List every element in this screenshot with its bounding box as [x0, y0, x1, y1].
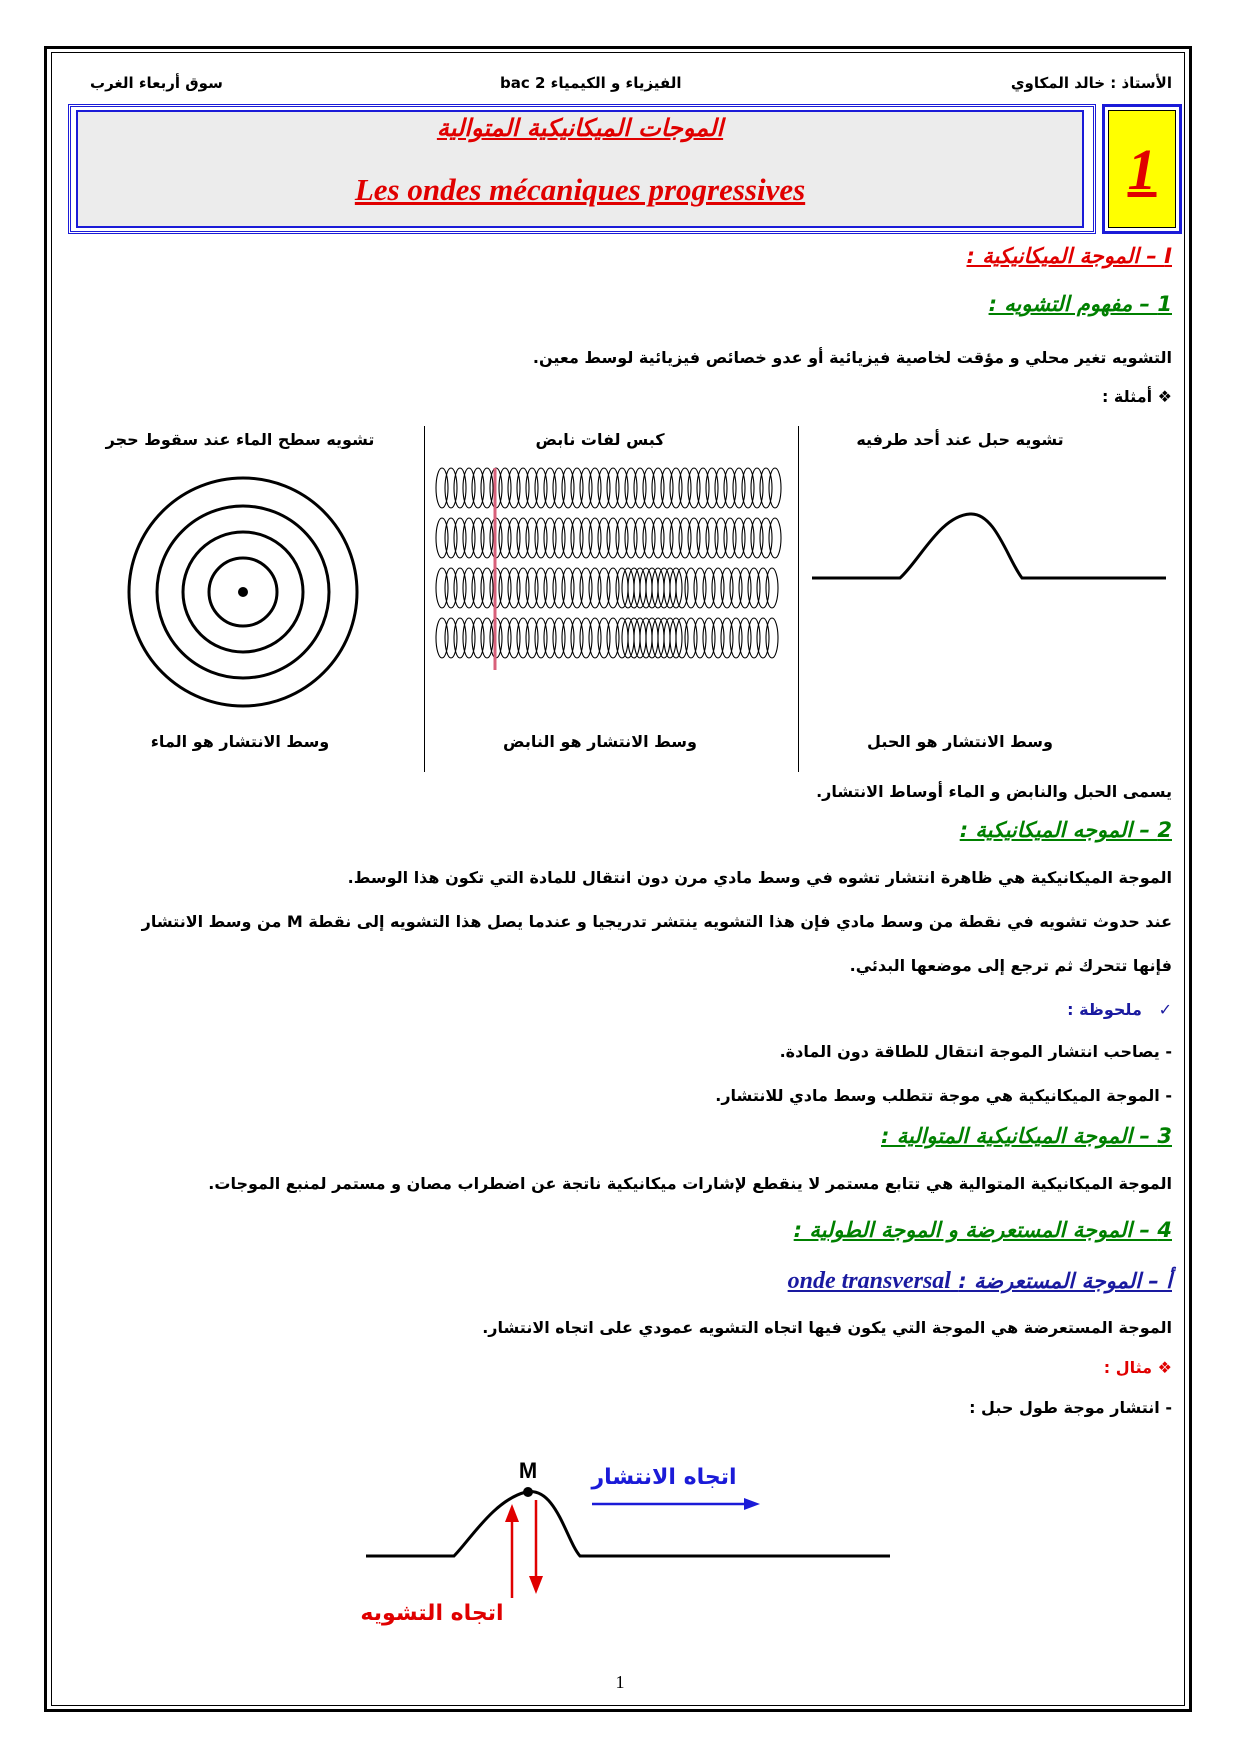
- examples-label: أمثلة :: [1101, 387, 1153, 406]
- example-text: - انتشار موجة طول حبل :: [969, 1398, 1172, 1417]
- check-icon: ✓: [1158, 1000, 1172, 1019]
- arrow-head-icon: [744, 1498, 760, 1510]
- transverse-wave-definition: الموجة المستعرضة هي الموجة التي يكون فيها اتجاه التشويه عمودي على اتجاه الانتشار.: [482, 1318, 1172, 1337]
- example-label: مثال :: [1103, 1358, 1153, 1377]
- spring-medium: وسط الانتشار هو النابض: [503, 732, 697, 751]
- header-teacher: الأستاذ : خالد المكاوي: [1010, 74, 1172, 92]
- propagation-label: اتجاه الانتشار: [591, 1465, 737, 1490]
- remark-label: ملحوظة :: [1067, 1000, 1142, 1019]
- section-1-4-heading: 4 – الموجة المستعرضة و الموجة الطولية :: [793, 1218, 1172, 1242]
- header-location: سوق أربعاء الغرب: [90, 74, 223, 92]
- section-1-3-heading: 3 – الموجة الميكانيكية المتوالية :: [880, 1124, 1172, 1148]
- point-m-label: M: [518, 1458, 538, 1483]
- media-sentence: يسمى الحبل والنابض و الماء أوساط الانتشار.: [816, 782, 1172, 801]
- title-french: Les ondes mécaniques progressives: [354, 172, 806, 207]
- mechanical-wave-definition: الموجة الميكانيكية هي ظاهرة انتشار تشوه في وسط مادي مرن دون انتقال للمادة التي تكون هذا الوسط.: [347, 868, 1172, 887]
- diamond-bullet-icon: ❖: [1157, 1358, 1172, 1377]
- remark-2: - الموجة الميكانيكية هي موجة تتطلب وسط مادي للانتشار.: [715, 1086, 1172, 1105]
- chapter-number: 1: [1108, 110, 1176, 228]
- mechanical-wave-paragraph: عند حدوث تشويه في نقطة من وسط مادي فإن هذا التشويه ينتشر تدريجيا و عندما يصل هذا التشويه إلى نقطة M من وسط الانتشار: [141, 912, 1172, 931]
- header-subject: الفيزياء و الكيمياء 2 bac: [500, 74, 682, 92]
- mechanical-wave-paragraph-cont: فإنها تتحرك ثم ترجع إلى موضعها البدئي.: [849, 956, 1172, 975]
- water-medium: وسط الانتشار هو الماء: [150, 732, 330, 751]
- section-1-2-heading: 2 – الموجه الميكانيكية :: [959, 818, 1172, 842]
- deformation-definition: التشويه تغير محلي و مؤقت لخاصية فيزيائية أو عدو خصائص فيزيائية لوسط معين.: [532, 348, 1172, 367]
- transverse-wave-heading-fr: onde transversal: [787, 1268, 951, 1294]
- water-caption: تشويه سطح الماء عند سقوط حجر: [105, 430, 375, 449]
- rope-medium: وسط الانتشار هو الحبل: [867, 732, 1053, 751]
- rope-pulse: [366, 1492, 890, 1556]
- page-number: 1: [615, 1672, 625, 1692]
- title-arabic: الموجات الميكانيكية المتوالية: [436, 114, 724, 142]
- section-1-1-heading: 1 – مفهوم التشويه :: [988, 292, 1172, 316]
- point-m: [523, 1487, 533, 1497]
- deformation-label: اتجاه التشويه: [360, 1601, 504, 1626]
- remark-1: - يصاحب انتشار الموجة انتقال للطاقة دون المادة.: [779, 1042, 1172, 1061]
- rope-caption: تشويه حبل عند أحد طرفيه: [856, 430, 1064, 449]
- arrow-head-icon: [505, 1504, 519, 1522]
- section-1-heading: I – الموجة الميكانيكية :: [966, 244, 1172, 268]
- transverse-wave-heading-ar: أ – الموجة المستعرضة :: [958, 1269, 1172, 1293]
- progressive-wave-definition: الموجة الميكانيكية المتوالية هي تتابع مستمر لا ينقطع لإشارات ميكانيكية ناتجة عن اضطراب مصان و مستمر لمنبع الموجات.: [208, 1174, 1172, 1193]
- arrow-head-icon: [529, 1576, 543, 1594]
- diamond-bullet-icon: ❖: [1157, 387, 1172, 406]
- spring-caption: كبس لفات نابض: [535, 430, 665, 449]
